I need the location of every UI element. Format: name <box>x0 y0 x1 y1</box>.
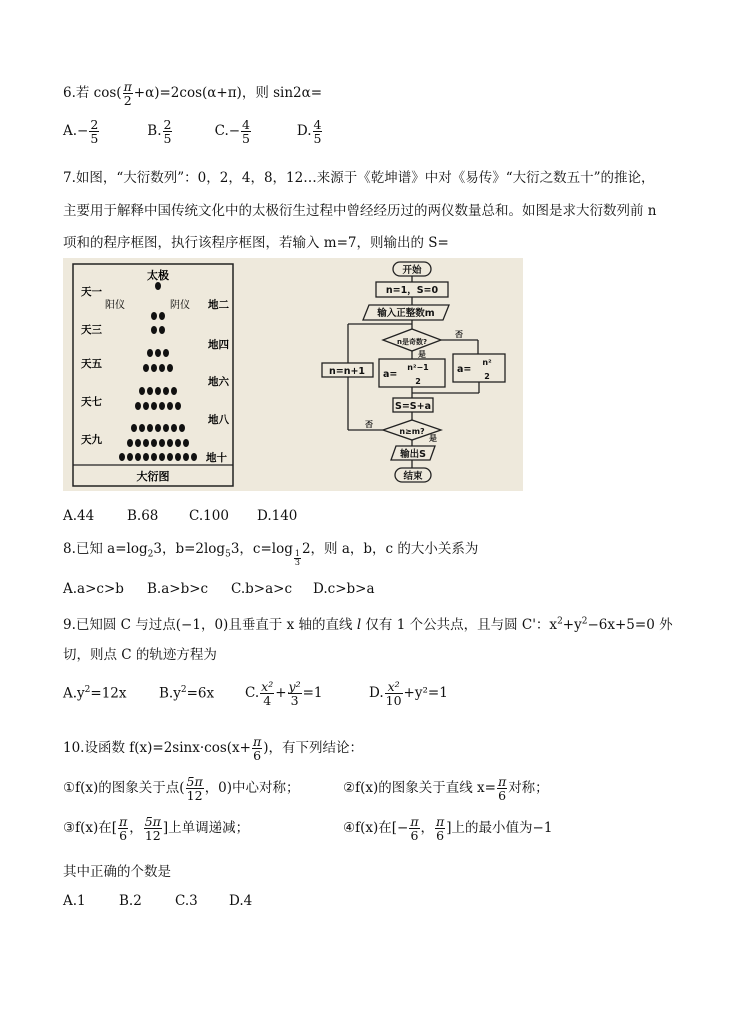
question-9-line-1 <box>63 613 673 633</box>
frac-num: 2 <box>163 117 172 132</box>
q6-stem-part: 6.若 cos( <box>63 85 122 102</box>
q9-option-d[interactable] <box>369 679 448 709</box>
frac-den: 6 <box>253 748 262 764</box>
dayan-caption: 大衍图 <box>136 470 170 483</box>
question-7-line-2: 主要用于解释中国传统文化中的太极衍生过程中曾经经历过的两仪数量总和。如图是求大衍数列前 n <box>63 203 657 219</box>
di-4: 地四 <box>208 339 229 351</box>
c-part: ①f(x)的图象关于点( <box>63 780 185 797</box>
dayan-dot <box>143 453 149 461</box>
c-part: ]上单调递减； <box>162 820 250 837</box>
dayan-dot <box>151 402 157 410</box>
c-part: ， <box>420 820 435 837</box>
c-part: ]上的最小值为−1 <box>446 820 553 837</box>
dayan-dot <box>175 402 181 410</box>
tian-7: 天七 <box>81 396 102 408</box>
question-8-stem <box>63 537 478 567</box>
frac-den: 6 <box>436 828 445 844</box>
frac-num: 2 <box>90 117 99 132</box>
question-8-options <box>63 581 375 597</box>
flow-output-text: 输出S <box>400 449 426 460</box>
q7-option-a[interactable]: A.44 <box>63 508 95 524</box>
question-9-options <box>63 680 448 707</box>
option-fraction <box>89 118 99 145</box>
q10-option-c[interactable]: C.3 <box>175 893 198 909</box>
q9-stem-part: 仅有 1 个公共点，且与圆 C'：x <box>361 617 558 633</box>
dayan-dot <box>159 364 165 372</box>
q10-option-a[interactable]: A.1 <box>63 893 86 909</box>
opt-part: B.y <box>159 685 181 702</box>
opt-part: =1 <box>302 685 323 702</box>
flow-odd-a: a= <box>383 369 398 380</box>
opt-sup: 2 <box>180 684 187 695</box>
frac-den: 6 <box>410 828 419 844</box>
dayan-dot <box>159 326 165 334</box>
flow-yes1: 是 <box>418 350 426 359</box>
dayan-dot <box>183 453 189 461</box>
frac-num: 5π <box>144 814 161 829</box>
dayan-dot <box>143 439 149 447</box>
q8-option-c[interactable]: C.b>a>c <box>231 581 293 597</box>
c-part: ②f(x)的图象关于直线 x= <box>343 780 496 797</box>
frac-den: 6 <box>119 828 128 844</box>
q8-stem-part: 2，则 a，b，c 的大小关系为 <box>301 541 479 557</box>
dayan-dot <box>131 424 137 432</box>
frac-den: 5 <box>313 131 322 147</box>
flow-no2: 否 <box>365 420 373 429</box>
c-frac <box>118 815 128 842</box>
di-6: 地六 <box>208 376 229 388</box>
q10-option-b[interactable]: B.2 <box>119 893 142 909</box>
q9-sup: 2 <box>581 616 588 627</box>
frac-num: π <box>119 814 128 829</box>
q8-option-a[interactable]: A.a>c>b <box>63 581 124 597</box>
q9-option-a[interactable] <box>63 685 159 702</box>
flow-even-a: a= <box>457 364 472 375</box>
dayan-dot <box>151 453 157 461</box>
dayan-dot <box>155 349 161 357</box>
frac-den: 5 <box>163 131 172 147</box>
di-8: 地八 <box>208 414 229 426</box>
q10-which-text: 其中正确的个数是 <box>63 864 171 880</box>
q7-option-d[interactable]: D.140 <box>257 508 298 524</box>
frac-num: 5π <box>186 774 203 789</box>
question-7-figure <box>63 258 523 491</box>
dayan-dot <box>139 424 145 432</box>
dayan-dot <box>147 349 153 357</box>
frac-num: y² <box>288 679 301 694</box>
flow-no1: 否 <box>455 330 463 339</box>
dayan-dot <box>155 424 161 432</box>
frac-num: x² <box>385 680 403 694</box>
question-7-line-3: 项和的程序框图，执行该程序框图，若输入 m=7，则输出的 S= <box>63 235 449 251</box>
q10-conclusion-3 <box>63 815 249 842</box>
opt-part: C. <box>245 685 260 702</box>
tian-5: 天五 <box>81 358 102 370</box>
frac-num: x² <box>261 679 274 694</box>
c-part: ③f(x)在[ <box>63 820 118 837</box>
question-10-options <box>63 893 252 909</box>
dayan-dot <box>143 402 149 410</box>
di-2: 地二 <box>208 299 229 311</box>
yin-label: 阴仪 <box>170 300 190 311</box>
frac-den: 12 <box>186 788 203 804</box>
dayan-dot <box>135 453 141 461</box>
dayan-dot <box>159 312 165 320</box>
q10-conclusion-2 <box>343 775 549 802</box>
frac-den: 10 <box>385 693 402 709</box>
opt-part: =6x <box>186 685 215 702</box>
opt-frac <box>385 680 403 707</box>
dayan-dot <box>119 453 125 461</box>
option-sign: − <box>77 123 89 140</box>
frac-den: 6 <box>498 788 507 804</box>
tian-3: 天三 <box>81 324 102 336</box>
frac-den: 12 <box>144 828 161 844</box>
dayan-dot <box>171 424 177 432</box>
option-fraction <box>241 118 251 145</box>
flow-yes2: 是 <box>429 434 437 443</box>
q8-stem-part: 3，c=log <box>230 541 293 557</box>
dayan-dot <box>143 364 149 372</box>
flow-odd-num: n²−1 <box>407 363 429 372</box>
flow-odd-den: 2 <box>415 377 421 386</box>
dayan-dot <box>135 439 141 447</box>
c-frac <box>144 815 162 842</box>
q8-option-b[interactable]: B.a>b>c <box>147 581 209 597</box>
dayan-dot <box>151 439 157 447</box>
frac-num: π <box>252 734 262 749</box>
dayan-dot <box>155 282 161 290</box>
dayan-dot <box>175 453 181 461</box>
dayan-dot <box>151 312 157 320</box>
frac-num: 1 <box>294 548 300 558</box>
dayan-dot <box>171 387 177 395</box>
option-label: C. <box>214 123 229 140</box>
dayan-dot <box>155 387 161 395</box>
dayan-dot <box>127 439 133 447</box>
di-10: 地十 <box>206 452 227 464</box>
flow-even-num: n² <box>482 358 492 367</box>
frac-den: 3 <box>290 693 299 709</box>
frac-den: 5 <box>242 131 250 147</box>
dayan-dot <box>159 402 165 410</box>
frac-den: 4 <box>263 693 272 709</box>
q10-stem-part: 10.设函数 f(x)=2sinx·cos(x+ <box>63 740 251 757</box>
dayan-dot <box>163 424 169 432</box>
question-6-stem <box>63 80 322 107</box>
flow-check-text: n≥m? <box>399 427 425 436</box>
c-part: ④f(x)在[− <box>343 820 409 837</box>
dayan-dot <box>163 387 169 395</box>
q8-option-d[interactable]: D.c>b>a <box>313 581 375 597</box>
flow-update-text: n=n+1 <box>328 366 366 377</box>
c-part: ， <box>129 820 143 837</box>
q6-option-c[interactable] <box>215 118 293 145</box>
q6-stem-part: +α)=2cos(α+π)，则 sin2α= <box>133 85 323 102</box>
q6-option-d[interactable] <box>297 118 324 145</box>
opt-part: D. <box>369 685 384 702</box>
q6-frac-num: π <box>123 79 132 94</box>
question-7-options <box>63 508 297 524</box>
dayan-dot <box>135 402 141 410</box>
dayan-dot <box>175 439 181 447</box>
q8-a-base: 2 <box>147 549 154 560</box>
opt-sup: 2 <box>84 684 91 695</box>
q9-line-l: l <box>356 617 362 633</box>
q9-stem-part: +y <box>562 617 582 633</box>
frac-num: π <box>497 774 507 789</box>
flow-init-text: n=1，S=0 <box>385 285 439 296</box>
opt-part: A.y <box>63 685 85 702</box>
yang-label: 阳仪 <box>105 300 125 311</box>
q9-stem-part: 9.已知圆 C 与过点(−1，0)且垂直于 x 轴的直线 <box>63 617 357 633</box>
flow-even-den: 2 <box>484 372 490 381</box>
dayan-dot <box>179 424 185 432</box>
c-frac <box>435 815 445 842</box>
q7-option-c[interactable]: C.100 <box>189 508 229 524</box>
q10-pi-over-6 <box>252 735 262 762</box>
q9-sup: 2 <box>557 616 563 627</box>
c-frac <box>186 775 204 802</box>
q10-stem-part: )，有下列结论： <box>263 740 363 757</box>
opt-frac <box>260 680 274 707</box>
figure-svg <box>63 258 523 491</box>
dayan-dot <box>183 439 189 447</box>
q6-frac-den: 2 <box>123 93 132 109</box>
flow-cond-text: n是奇数? <box>396 338 428 346</box>
q8-stem-part: 3，b=2log <box>153 541 226 557</box>
q6-pi-over-2 <box>123 80 133 107</box>
dayan-dot <box>167 453 173 461</box>
option-fraction <box>163 118 173 145</box>
dayan-dot <box>167 439 173 447</box>
q8-b-base: 5 <box>225 549 231 560</box>
dayan-dot <box>151 326 157 334</box>
frac-num: π <box>436 814 445 829</box>
question-9-line-2: 切，则点 C 的轨迹方程为 <box>63 647 217 663</box>
q6-option-a[interactable] <box>63 118 143 145</box>
q9-option-c[interactable] <box>245 680 369 707</box>
frac-num: 4 <box>242 117 250 132</box>
dayan-dot <box>163 349 169 357</box>
option-label: A. <box>63 123 78 140</box>
opt-part: + <box>275 685 287 702</box>
q6-option-b[interactable] <box>147 118 210 145</box>
dayan-dot <box>167 402 173 410</box>
dayan-dot <box>147 387 153 395</box>
option-fraction <box>313 118 323 145</box>
flow-start-text: 开始 <box>402 265 422 276</box>
dayan-dot <box>151 364 157 372</box>
question-7-line-1: 7.如图，“大衍数列”：0，2，4，8，12…来源于《乾坤谱》中对《易传》“大衍之数五十”的推论， <box>63 170 655 186</box>
q9-stem-part: −6x+5=0 外 <box>587 617 673 633</box>
c-frac <box>409 815 419 842</box>
q8-stem-part: 8.已知 a=log <box>63 541 148 557</box>
q9-option-b[interactable] <box>159 685 245 702</box>
dayan-dot <box>147 424 153 432</box>
dayan-dot <box>167 364 173 372</box>
question-10-stem <box>63 735 363 762</box>
c-part: ，0)中心对称； <box>204 780 300 797</box>
q7-option-b[interactable]: B.68 <box>127 508 159 524</box>
frac-den: 3 <box>294 558 300 567</box>
question-6-options <box>63 118 323 145</box>
frac-den: 5 <box>90 131 99 147</box>
flow-sum-text: S=S+a <box>394 401 432 412</box>
dayan-dot <box>191 453 197 461</box>
tian-9: 天九 <box>81 434 102 446</box>
q10-conclusion-1 <box>63 775 300 802</box>
dayan-dot <box>127 453 133 461</box>
frac-num: π <box>410 814 419 829</box>
opt-part: =12x <box>90 685 127 702</box>
q8-c-base <box>294 550 301 568</box>
dayan-dot <box>139 387 145 395</box>
dayan-dot <box>159 439 165 447</box>
option-label: D. <box>296 123 312 140</box>
option-label: B. <box>147 123 162 140</box>
q10-option-d[interactable]: D.4 <box>229 893 253 909</box>
frac-num: 4 <box>313 117 322 132</box>
flow-end-text: 结束 <box>403 471 423 482</box>
c-part: 对称； <box>508 780 549 797</box>
taiji-label: 太极 <box>147 269 169 282</box>
option-sign: − <box>228 123 241 140</box>
opt-part: +y²=1 <box>403 685 448 702</box>
flow-input-text: 输入正整数m <box>377 308 435 319</box>
tian-1: 天一 <box>81 286 102 298</box>
c-frac <box>497 775 507 802</box>
dayan-dot <box>159 453 165 461</box>
q10-conclusion-4 <box>343 815 552 842</box>
opt-frac <box>288 680 302 707</box>
